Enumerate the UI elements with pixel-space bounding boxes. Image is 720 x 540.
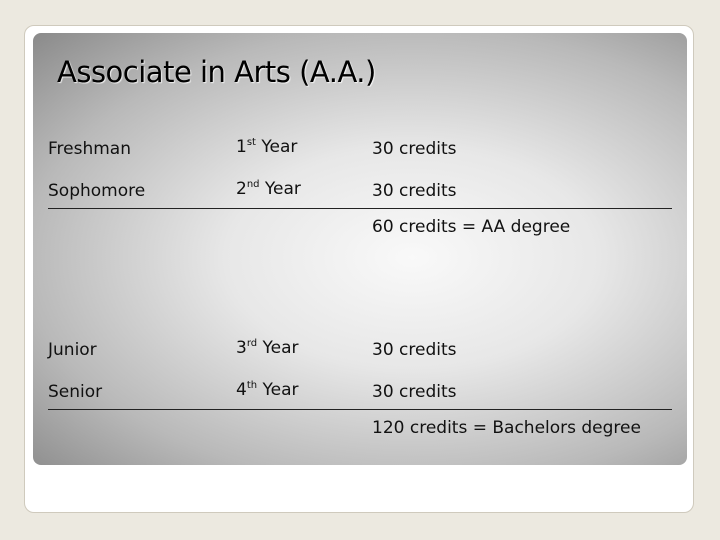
year-number: 1: [236, 137, 247, 157]
row-sophomore-year: [236, 179, 301, 199]
slide-title: Associate in Arts (A.A.): [57, 55, 376, 89]
total-divider-aa: [48, 208, 672, 209]
year-word: Year: [262, 380, 299, 400]
row-freshman-year: [236, 137, 297, 157]
total-aa: 60 credits = AA degree: [372, 217, 571, 237]
row-junior-credits: 30 credits: [372, 340, 457, 360]
year-word: Year: [262, 338, 299, 358]
year-ordinal: th: [246, 380, 258, 391]
row-sophomore-credits: 30 credits: [372, 181, 457, 201]
total-divider-bachelors: [48, 409, 672, 410]
year-number: 4: [236, 380, 247, 400]
content-panel: [33, 33, 687, 465]
year-number: 2: [236, 179, 247, 199]
row-senior-year: [236, 380, 299, 400]
row-freshman-level: Freshman: [48, 139, 131, 159]
row-freshman-credits: 30 credits: [372, 139, 457, 159]
row-junior-year: [236, 338, 299, 358]
year-ordinal: st: [246, 137, 256, 148]
year-number: 3: [236, 338, 247, 358]
year-ordinal: rd: [246, 338, 258, 349]
row-senior-level: Senior: [48, 382, 103, 402]
year-word: Year: [264, 179, 301, 199]
total-bachelors: 120 credits = Bachelors degree: [372, 418, 641, 438]
row-senior-credits: 30 credits: [372, 382, 457, 402]
row-junior-level: Junior: [48, 340, 97, 360]
year-ordinal: nd: [246, 179, 260, 190]
year-word: Year: [261, 137, 298, 157]
row-sophomore-level: Sophomore: [48, 181, 146, 201]
